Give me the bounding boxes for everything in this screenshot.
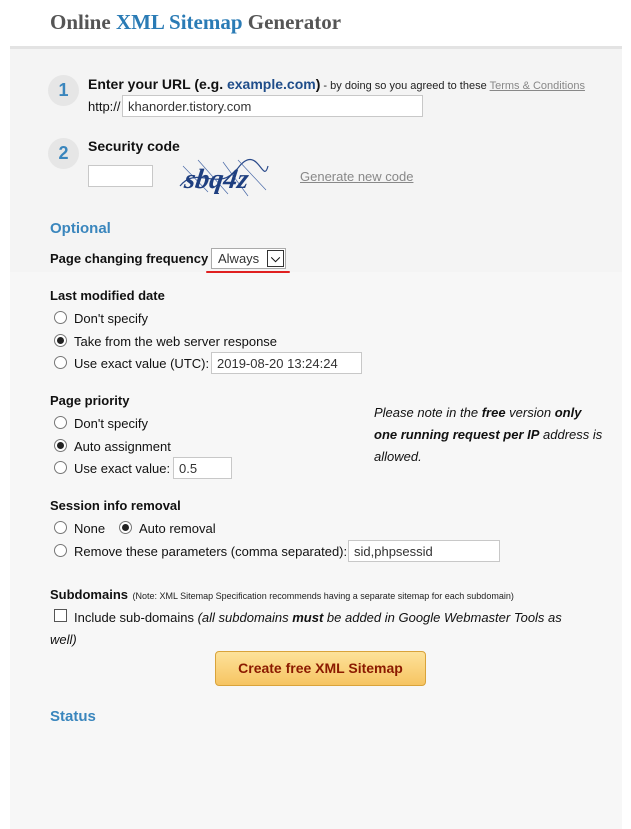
session-radio-auto[interactable] xyxy=(119,521,132,534)
note-bold: only one running request per IP xyxy=(374,405,582,442)
include-note-c: well) xyxy=(50,632,77,647)
note-part3: address is allowed. xyxy=(374,427,603,464)
lastmod-label-server: Take from the web server response xyxy=(74,334,278,349)
step-2-badge: 2 xyxy=(48,138,79,169)
status-heading: Status xyxy=(50,708,96,725)
title-suffix: Generator xyxy=(242,10,342,34)
title-highlight: XML Sitemap xyxy=(115,10,243,34)
priority-exact-input[interactable] xyxy=(173,457,232,479)
free-version-note xyxy=(374,402,604,468)
title-prefix: Online xyxy=(50,10,116,34)
highlight-underline xyxy=(206,271,290,273)
include-note-a: (all subdomains xyxy=(197,610,293,625)
session-label-none: None xyxy=(74,521,106,536)
note-part2: version xyxy=(505,405,555,420)
lastmod-label-dont: Don't specify xyxy=(74,311,149,326)
include-subdomains-checkbox[interactable] xyxy=(54,609,67,622)
session-heading: Session info removal xyxy=(50,498,181,513)
url-label-close: ) xyxy=(315,76,321,92)
url-input[interactable] xyxy=(122,95,423,117)
security-code-input[interactable] xyxy=(88,165,153,187)
generate-code-link[interactable]: Generate new code xyxy=(300,169,414,184)
subdomains-heading: Subdomains xyxy=(50,587,129,602)
last-modified-heading: Last modified date xyxy=(50,288,165,303)
include-subdomains-line1 xyxy=(74,610,562,625)
include-subdomains-label: Include sub-domains xyxy=(74,610,198,625)
frequency-value: Always xyxy=(218,251,260,266)
terms-link[interactable]: Terms & Conditions xyxy=(489,80,585,92)
url-label-row xyxy=(88,76,585,94)
security-code-label: Security code xyxy=(88,138,180,154)
url-example: example.com xyxy=(226,76,316,92)
captcha-text: sbq4z xyxy=(182,164,251,195)
frequency-select[interactable] xyxy=(211,248,286,269)
note-part1: Please note in the xyxy=(374,405,482,420)
lastmod-label-exact: Use exact value (UTC): xyxy=(74,356,210,371)
session-radio-remove[interactable] xyxy=(54,544,67,557)
session-label-auto: Auto removal xyxy=(139,521,216,536)
step-1-badge: 1 xyxy=(48,75,79,106)
priority-label-auto: Auto assignment xyxy=(74,439,171,454)
note-free: free xyxy=(481,405,506,420)
url-prefix: http:// xyxy=(88,99,121,114)
priority-radio-dont[interactable] xyxy=(54,416,67,429)
subdomains-note: (Note: XML Sitemap Specification recommends having a separate sitemap for each subdomain) xyxy=(132,591,514,601)
session-radio-none[interactable] xyxy=(54,521,67,534)
session-params-input[interactable] xyxy=(348,540,500,562)
priority-label-exact: Use exact value: xyxy=(74,461,171,476)
page-title xyxy=(50,10,341,35)
priority-label-dont: Don't specify xyxy=(74,416,149,431)
create-sitemap-button[interactable]: Create free XML Sitemap xyxy=(215,651,426,686)
url-label: Enter your URL (e.g. xyxy=(88,76,227,92)
lastmod-radio-exact[interactable] xyxy=(54,356,67,369)
priority-heading: Page priority xyxy=(50,393,130,408)
terms-note: - by doing so you agreed to these xyxy=(320,80,490,92)
session-label-remove: Remove these parameters (comma separated): xyxy=(74,544,348,559)
include-note-b: be added in Google Webmaster Tools as xyxy=(323,610,562,625)
frequency-label: Page changing frequency xyxy=(50,251,209,266)
priority-radio-exact[interactable] xyxy=(54,461,67,474)
lastmod-radio-dont[interactable] xyxy=(54,311,67,324)
priority-radio-auto[interactable] xyxy=(54,439,67,452)
optional-heading: Optional xyxy=(50,220,111,237)
captcha-image xyxy=(178,156,270,198)
chevron-down-icon[interactable]: ⌵ xyxy=(267,250,284,267)
subdomains-row xyxy=(50,586,514,604)
lastmod-radio-server[interactable] xyxy=(54,334,67,347)
include-note-must: must xyxy=(292,610,324,625)
lastmod-exact-input[interactable] xyxy=(211,352,362,374)
